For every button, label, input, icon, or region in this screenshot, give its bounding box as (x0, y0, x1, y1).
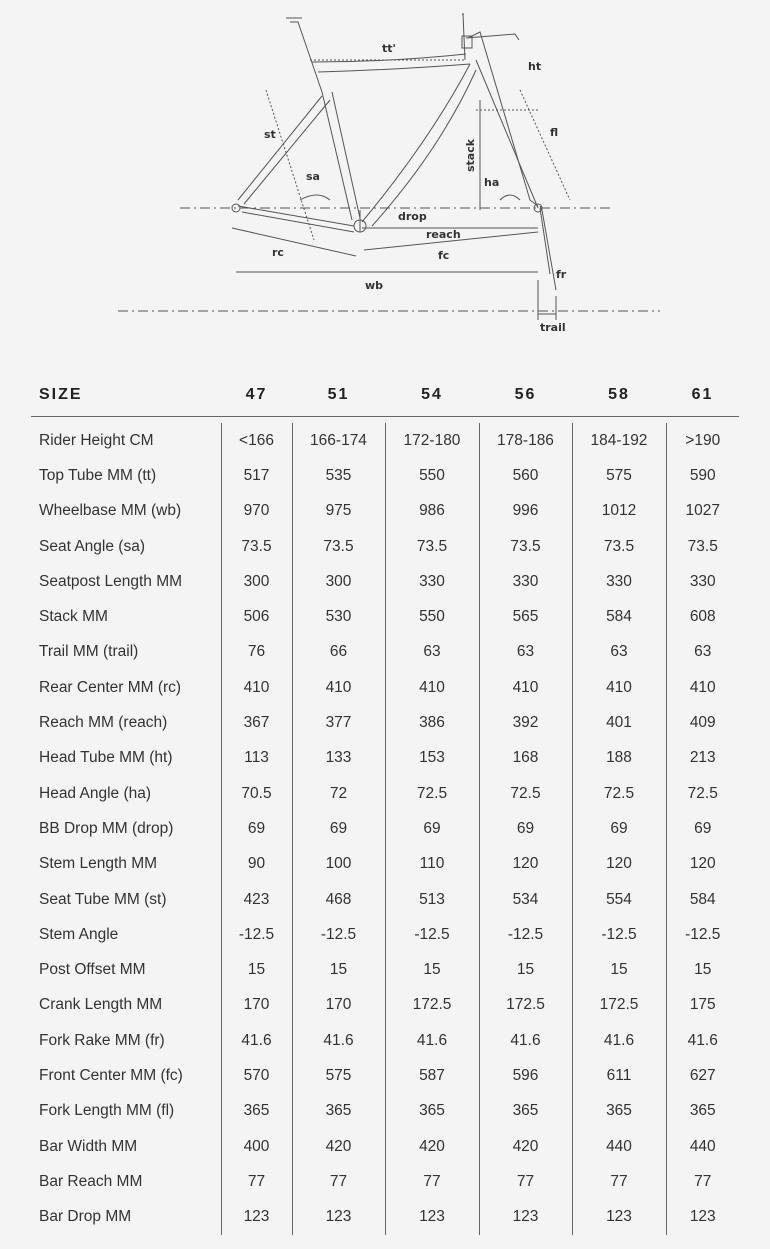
table-cell: 77 (292, 1164, 385, 1199)
table-cell: 420 (479, 1129, 572, 1164)
table-cell: 123 (221, 1200, 292, 1235)
table-cell: 123 (572, 1200, 666, 1235)
table-cell: 300 (292, 564, 385, 599)
table-cell: 213 (666, 741, 739, 776)
table-cell: 15 (479, 952, 572, 987)
table-row (31, 952, 739, 987)
table-cell: 73.5 (479, 529, 572, 564)
table-cell: 133 (292, 741, 385, 776)
label-wb: wb (365, 279, 384, 292)
geometry-table (31, 374, 739, 1235)
table-cell: 69 (666, 811, 739, 846)
table-cell: 15 (572, 952, 666, 987)
table-cell: 69 (385, 811, 479, 846)
table-cell: 560 (479, 458, 572, 493)
table-cell: 535 (292, 458, 385, 493)
table-cell: 123 (385, 1200, 479, 1235)
table-cell: 1027 (666, 494, 739, 529)
table-cell: 77 (221, 1164, 292, 1199)
table-cell: 15 (292, 952, 385, 987)
table-cell: 986 (385, 494, 479, 529)
row-label: Reach MM (reach) (39, 714, 168, 732)
table-cell: 76 (221, 635, 292, 670)
table-cell: 596 (479, 1058, 572, 1093)
table-cell: 72 (292, 776, 385, 811)
table-cell: 970 (221, 494, 292, 529)
label-stack: stack (464, 138, 477, 172)
table-header-row (31, 374, 739, 417)
table-cell: 410 (385, 670, 479, 705)
size-column-header: 51 (292, 374, 385, 417)
table-cell: 72.5 (666, 776, 739, 811)
table-cell: 166-174 (292, 423, 385, 458)
row-label: Rider Height CM (39, 431, 154, 449)
label-trail: trail (540, 321, 566, 334)
table-cell: 66 (292, 635, 385, 670)
row-label: BB Drop MM (drop) (39, 819, 174, 837)
table-row (31, 811, 739, 846)
table-row (31, 1023, 739, 1058)
table-cell: 420 (292, 1129, 385, 1164)
size-column-header: 56 (479, 374, 572, 417)
table-cell: 365 (479, 1094, 572, 1129)
row-label: Post Offset MM (39, 961, 146, 979)
table-cell: 172.5 (385, 988, 479, 1023)
table-cell: 73.5 (385, 529, 479, 564)
table-cell: 392 (479, 705, 572, 740)
table-row (31, 1129, 739, 1164)
table-cell: 41.6 (666, 1023, 739, 1058)
table-row (31, 882, 739, 917)
table-row (31, 741, 739, 776)
table-row (31, 529, 739, 564)
table-cell: 506 (221, 599, 292, 634)
table-cell: 330 (666, 564, 739, 599)
table-cell: 168 (479, 741, 572, 776)
table-row (31, 635, 739, 670)
table-cell: 420 (385, 1129, 479, 1164)
table-cell: 365 (572, 1094, 666, 1129)
table-cell: 77 (572, 1164, 666, 1199)
row-label: Wheelbase MM (wb) (39, 502, 182, 520)
table-cell: -12.5 (385, 917, 479, 952)
table-cell: 410 (666, 670, 739, 705)
table-cell: <166 (221, 423, 292, 458)
table-cell: 41.6 (221, 1023, 292, 1058)
table-cell: 63 (479, 635, 572, 670)
table-cell: 120 (479, 847, 572, 882)
table-cell: 590 (666, 458, 739, 493)
table-row (31, 847, 739, 882)
table-cell: 440 (572, 1129, 666, 1164)
table-cell: 69 (479, 811, 572, 846)
table-row (31, 423, 739, 458)
table-cell: -12.5 (292, 917, 385, 952)
table-cell: 975 (292, 494, 385, 529)
table-cell: 41.6 (572, 1023, 666, 1058)
table-row (31, 988, 739, 1023)
table-cell: 587 (385, 1058, 479, 1093)
table-cell: 534 (479, 882, 572, 917)
table-cell: 113 (221, 741, 292, 776)
label-reach: reach (426, 228, 461, 241)
table-cell: 123 (479, 1200, 572, 1235)
table-row (31, 1094, 739, 1129)
table-cell: 73.5 (292, 529, 385, 564)
row-label: Stem Length MM (39, 855, 158, 873)
table-cell: -12.5 (666, 917, 739, 952)
table-cell: 69 (572, 811, 666, 846)
table-cell: 365 (385, 1094, 479, 1129)
table-cell: 575 (572, 458, 666, 493)
table-cell: 110 (385, 847, 479, 882)
table-cell: 69 (221, 811, 292, 846)
row-label: Head Tube MM (ht) (39, 749, 173, 767)
table-cell: 530 (292, 599, 385, 634)
table-cell: >190 (666, 423, 739, 458)
table-cell: 69 (292, 811, 385, 846)
table-cell: 423 (221, 882, 292, 917)
table-cell: 77 (385, 1164, 479, 1199)
table-cell: 611 (572, 1058, 666, 1093)
size-header: SIZE (31, 374, 221, 417)
row-label: Top Tube MM (tt) (39, 466, 157, 484)
table-cell: 300 (221, 564, 292, 599)
table-row (31, 564, 739, 599)
label-tt: tt' (382, 42, 396, 55)
table-cell: 608 (666, 599, 739, 634)
table-cell: 570 (221, 1058, 292, 1093)
table-cell: 15 (666, 952, 739, 987)
table-cell: 73.5 (221, 529, 292, 564)
table-row (31, 599, 739, 634)
table-cell: 184-192 (572, 423, 666, 458)
table-row (31, 670, 739, 705)
table-row (31, 705, 739, 740)
table-cell: 63 (385, 635, 479, 670)
table-row (31, 494, 739, 529)
table-row (31, 917, 739, 952)
table-cell: 401 (572, 705, 666, 740)
table-cell: 72.5 (572, 776, 666, 811)
table-cell: 410 (479, 670, 572, 705)
table-cell: 15 (385, 952, 479, 987)
table-cell: 386 (385, 705, 479, 740)
table-cell: 330 (385, 564, 479, 599)
table-cell: 575 (292, 1058, 385, 1093)
table-cell: 400 (221, 1129, 292, 1164)
table-cell: 565 (479, 599, 572, 634)
row-label: Trail MM (trail) (39, 643, 139, 661)
label-ha: ha (484, 176, 500, 189)
table-cell: 73.5 (666, 529, 739, 564)
table-cell: 410 (221, 670, 292, 705)
table-cell: 365 (221, 1094, 292, 1129)
table-cell: 172.5 (572, 988, 666, 1023)
size-column-header: 54 (385, 374, 479, 417)
table-cell: 517 (221, 458, 292, 493)
table-cell: -12.5 (572, 917, 666, 952)
table-cell: 377 (292, 705, 385, 740)
table-cell: 170 (292, 988, 385, 1023)
label-sa: sa (306, 170, 320, 183)
table-cell: 513 (385, 882, 479, 917)
table-cell: -12.5 (479, 917, 572, 952)
size-column-header: 61 (666, 374, 739, 417)
label-fc: fc (438, 249, 450, 262)
table-row (31, 1058, 739, 1093)
table-cell: 70.5 (221, 776, 292, 811)
table-row (31, 1164, 739, 1199)
table-cell: 153 (385, 741, 479, 776)
table-cell: 73.5 (572, 529, 666, 564)
table-cell: 365 (292, 1094, 385, 1129)
size-column-header: 58 (572, 374, 666, 417)
table-cell: -12.5 (221, 917, 292, 952)
row-label: Fork Length MM (fl) (39, 1102, 175, 1120)
row-label: Seatpost Length MM (39, 572, 183, 590)
frame-geometry-diagram (0, 0, 770, 350)
table-cell: 63 (572, 635, 666, 670)
table-cell: 41.6 (385, 1023, 479, 1058)
row-label: Bar Drop MM (39, 1208, 132, 1226)
table-cell: 554 (572, 882, 666, 917)
table-cell: 410 (572, 670, 666, 705)
table-cell: 77 (666, 1164, 739, 1199)
label-fl: fl (550, 126, 559, 139)
label-drop: drop (398, 210, 427, 223)
label-ht: ht (528, 60, 542, 73)
table-cell: 77 (479, 1164, 572, 1199)
row-label: Seat Angle (sa) (39, 537, 145, 555)
row-label: Rear Center MM (rc) (39, 678, 182, 696)
table-cell: 172.5 (479, 988, 572, 1023)
table-cell: 188 (572, 741, 666, 776)
table-cell: 120 (666, 847, 739, 882)
row-label: Crank Length MM (39, 996, 163, 1014)
row-label: Stack MM (39, 608, 108, 626)
table-cell: 72.5 (479, 776, 572, 811)
table-cell: 175 (666, 988, 739, 1023)
row-label: Bar Reach MM (39, 1172, 143, 1190)
table-cell: 550 (385, 458, 479, 493)
table-cell: 63 (666, 635, 739, 670)
table-cell: 15 (221, 952, 292, 987)
row-label: Head Angle (ha) (39, 784, 152, 802)
size-column-header: 47 (221, 374, 292, 417)
table-cell: 627 (666, 1058, 739, 1093)
table-cell: 41.6 (479, 1023, 572, 1058)
table-cell: 550 (385, 599, 479, 634)
table-row (31, 1200, 739, 1235)
table-cell: 584 (666, 882, 739, 917)
row-label: Seat Tube MM (st) (39, 890, 167, 908)
table-row (31, 458, 739, 493)
row-label: Fork Rake MM (fr) (39, 1031, 165, 1049)
table-cell: 440 (666, 1129, 739, 1164)
label-fr: fr (556, 268, 567, 281)
table-cell: 41.6 (292, 1023, 385, 1058)
table-row (31, 776, 739, 811)
table-cell: 367 (221, 705, 292, 740)
table-cell: 123 (292, 1200, 385, 1235)
table-cell: 172-180 (385, 423, 479, 458)
row-label: Stem Angle (39, 925, 119, 943)
table-cell: 584 (572, 599, 666, 634)
table-cell: 330 (572, 564, 666, 599)
table-cell: 1012 (572, 494, 666, 529)
row-label: Bar Width MM (39, 1137, 138, 1155)
row-label: Front Center MM (fc) (39, 1066, 183, 1084)
table-cell: 409 (666, 705, 739, 740)
label-st: st (264, 128, 276, 141)
table-cell: 100 (292, 847, 385, 882)
table-cell: 330 (479, 564, 572, 599)
table-cell: 170 (221, 988, 292, 1023)
table-cell: 72.5 (385, 776, 479, 811)
table-cell: 365 (666, 1094, 739, 1129)
label-rc: rc (272, 246, 284, 259)
table-cell: 90 (221, 847, 292, 882)
table-cell: 468 (292, 882, 385, 917)
table-cell: 120 (572, 847, 666, 882)
table-cell: 410 (292, 670, 385, 705)
table-cell: 996 (479, 494, 572, 529)
table-cell: 178-186 (479, 423, 572, 458)
table-cell: 123 (666, 1200, 739, 1235)
